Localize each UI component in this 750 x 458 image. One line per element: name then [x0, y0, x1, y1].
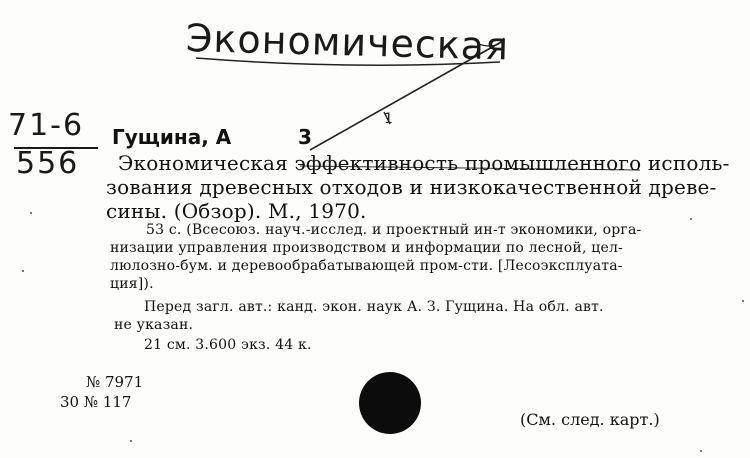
handwritten-call-number-top: 71-6: [8, 108, 85, 143]
physical-description: 21 см. 3.600 экз. 44 к.: [144, 337, 312, 353]
card-punch-hole: [359, 372, 421, 434]
scan-speck: [130, 440, 132, 442]
title-line: сины. (Обзор). М., 1970.: [106, 199, 367, 223]
registry-number: № 7971: [86, 373, 144, 391]
title-line: зования древесных отходов и низкокачественной древе-: [106, 175, 717, 199]
scan-speck: [30, 212, 32, 214]
title-line: Экономическая эффективность промышленного исполь-: [118, 151, 730, 175]
scan-speck: [742, 300, 744, 302]
note-line: не указан.: [114, 317, 194, 333]
scan-speck: [690, 218, 692, 220]
author-name: Гущина, А: [112, 125, 232, 149]
handwritten-mark-digit: 1: [384, 111, 393, 127]
see-next-card-note: (См. след. карт.): [520, 410, 660, 429]
note-line: Перед загл. авт.: канд. экон. наук А. З. Гущина. На обл. авт.: [144, 299, 604, 315]
handwritten-heading: Экономическая: [185, 16, 510, 69]
details-line: ция]).: [110, 276, 154, 292]
registry-number: 30 № 117: [60, 393, 132, 411]
details-line: люлозно-бум. и деревообрабатывающей пром-сти. [Лесоэксплуата-: [110, 258, 623, 274]
details-line: низации управления производством и информации по лесной, цел-: [110, 240, 623, 256]
handwritten-call-number-bottom: 556: [16, 146, 80, 181]
scan-speck: [700, 450, 702, 452]
author-index-digit: 3: [298, 125, 312, 149]
scan-speck: [22, 270, 24, 272]
details-line: 53 с. (Всесоюз. науч.-исслед. и проектный ин-т экономики, орга-: [146, 222, 642, 238]
